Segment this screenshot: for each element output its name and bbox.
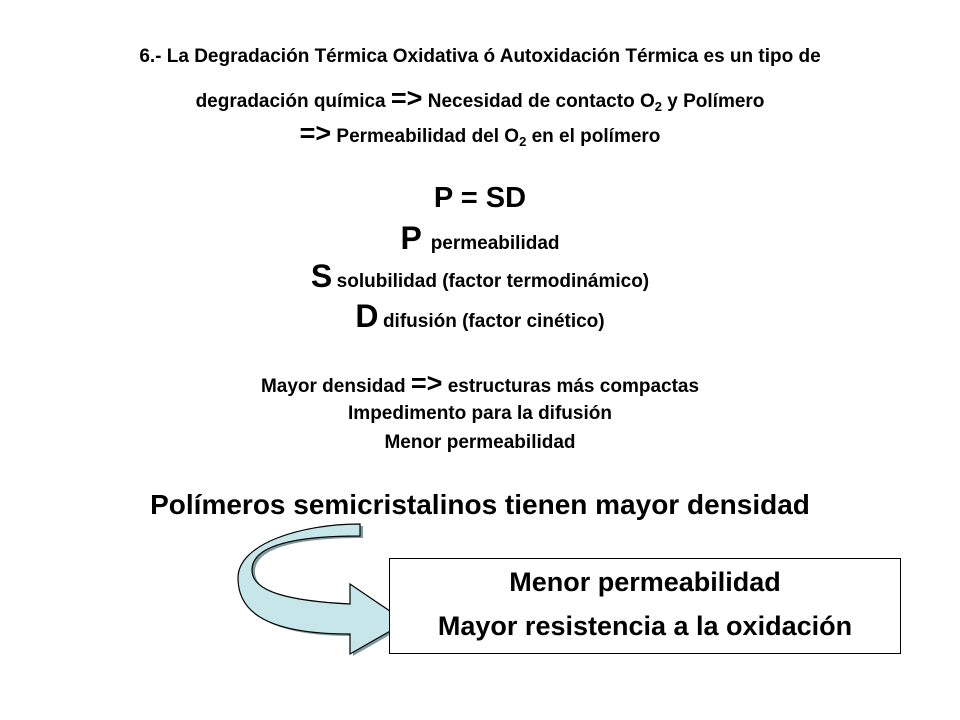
- result-box: [389, 558, 901, 654]
- definition-p: P permeabilidad: [400, 220, 560, 256]
- density-line-3: Menor permeabilidad: [384, 432, 576, 453]
- intro-line-3: => Permeabilidad del $O_2$ en el polímero: [299, 118, 661, 149]
- intro-line-1: 6.- La Degradación Térmica Oxidativa ó Autoxidación Térmica es un tipo de: [139, 46, 821, 67]
- density-line-2: Impedimento para la difusión: [348, 403, 612, 424]
- result-line-2: Mayor resistencia a la oxidación: [437, 611, 853, 641]
- permeability-equation: P = SD: [433, 182, 527, 214]
- density-line-1: Mayor densidad => estructuras más compactas: [260, 368, 700, 398]
- result-line-1: Menor permeabilidad: [509, 567, 781, 597]
- definition-s: S solubilidad (factor termodinámico): [310, 258, 650, 294]
- intro-line-2: degradación química => Necesidad de contacto $O_2$ y Polímero: [195, 83, 765, 114]
- definition-d: D difusión (factor cinético): [355, 298, 605, 334]
- conclusion-statement: Polímeros semicristalinos tienen mayor densidad: [150, 489, 810, 520]
